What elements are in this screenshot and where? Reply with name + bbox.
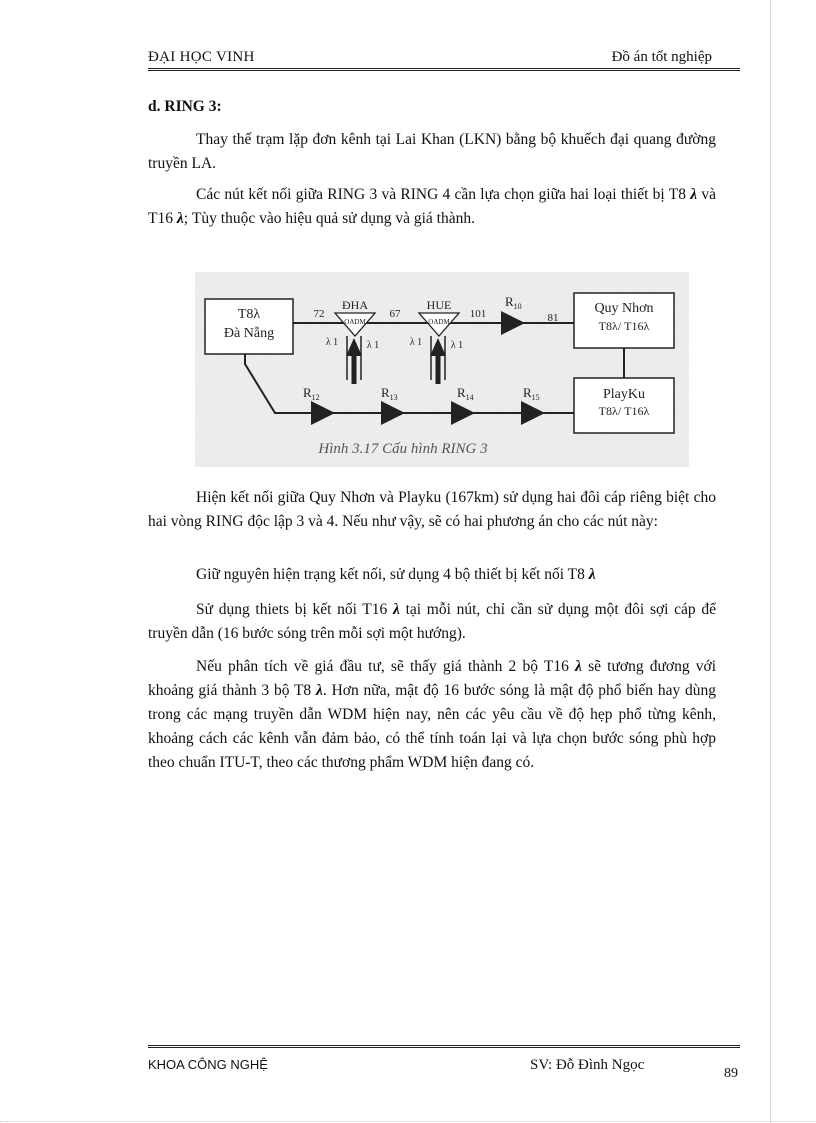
lambda-symbol: λ: [690, 186, 698, 203]
footer-faculty: KHOA CÔNG NGHỆ: [148, 1057, 268, 1072]
ring3-diagram: [195, 272, 689, 467]
oadm-dha-lambda-drop: λ 1: [325, 337, 339, 348]
paragraph-3: Hiện kết nối giữa Quy Nhơn và Playku (167km) sử dụng hai đôi cáp riêng biệt cho hai vòng RING độc lập 3 và 4. Nếu như vậy, sẽ có hai phương án cho các nút này:: [148, 489, 716, 530]
paragraph-2: [148, 183, 716, 231]
oadm-hue-lambda-add: λ 1: [450, 340, 464, 351]
lambda-symbol: λ: [575, 658, 582, 675]
distance-67: 67: [389, 308, 401, 320]
lambda-symbol: λ: [176, 210, 184, 227]
header-school: ĐẠI HỌC VINH: [148, 49, 255, 65]
node-playku-line1: PlayKu: [603, 387, 645, 402]
paragraph-5-text-a: Sử dụng thiets bị kết nối T16: [196, 601, 388, 618]
oadm-hue-label: HUE: [426, 298, 452, 312]
header-rule: [148, 68, 740, 71]
figure-ring3: [195, 272, 689, 467]
amplifier-r15-label: $R_{15}$: [523, 385, 540, 402]
oadm-hue-text: OADM: [428, 318, 450, 326]
node-playku-line2: T8λ/ T16λ: [598, 404, 650, 418]
paragraph-2-text-c: ; Tùy thuộc vào hiệu quả sử dụng và giá thành.: [183, 210, 475, 227]
section-heading: d. RING 3:: [148, 98, 222, 115]
paragraph-6-text-c: . Hơn nữa, mật độ 16 bước sóng là mật độ phổ biến hay dùng trong các mạng truyền dẫn WDM hiện nay, nên các yêu cầu về độ hẹp phổ từng kênh, khoảng cách các kênh vẫn đảm bảo, có thể tính toán lại và lựa chọn bước sóng phù hợp theo chuẩn ITU-T, theo các thương phẩm WDM hiện đang có.: [148, 682, 716, 771]
amplifier-r10-label: $R_{10}$: [505, 294, 522, 311]
footer-rule: [148, 1045, 740, 1048]
header-doc-type: Đồ án tốt nghiệp: [611, 49, 712, 65]
paragraph-6-text-b: sẽ tương đương với khoảng giá thành 3 bộ T8: [148, 658, 717, 699]
node-quynhon-line1: Quy Nhơn: [594, 301, 654, 316]
paragraph-2-text-a: Các nút kết nối giữa RING 3 và RING 4 cần lựa chọn giữa hai loại thiết bị T8: [196, 186, 686, 203]
amplifier-r12-label: $R_{12}$: [303, 385, 320, 402]
paragraph-2-text-b: và T16: [148, 186, 717, 227]
page-number: 89: [724, 1066, 738, 1081]
amplifier-r14-label: $R_{14}$: [457, 385, 474, 402]
paragraph-5-text-b: tại mỗi nút, chỉ cần sử dụng một đôi sợi cáp để truyền dẫn (16 bước sóng trên mỗi sợi một hướng).: [148, 601, 717, 642]
node-danang-line1: T8λ: [237, 307, 261, 322]
node-danang-line2: Đà Nẵng: [223, 326, 275, 341]
oadm-dha-text: OADM: [344, 318, 366, 326]
footer-student: SV: Đỗ Đình Ngọc: [530, 1057, 645, 1073]
oadm-hue-lambda-drop: λ 1: [409, 337, 423, 348]
paragraph-4: [196, 566, 596, 584]
paragraph-5: [148, 598, 716, 646]
paragraph-1: Thay thế trạm lặp đơn kênh tại Lai Khan (LKN) bằng bộ khuếch đại quang đường truyền LA.: [148, 131, 716, 172]
lambda-symbol: λ: [392, 601, 400, 618]
lambda-symbol: λ: [588, 566, 596, 583]
paragraph-6: [148, 655, 716, 775]
distance-81: 81: [547, 312, 559, 324]
lambda-symbol: λ: [316, 682, 323, 699]
oadm-dha-lambda-add: λ 1: [366, 340, 380, 351]
paragraph-6-text-a: Nếu phân tích về giá đầu tư, sẽ thấy giá thành 2 bộ T16: [196, 658, 569, 675]
paragraph-4-text-a: Giữ nguyên hiện trạng kết nối, sử dụng 4 bộ thiết bị kết nối T8: [196, 566, 585, 583]
distance-72: 72: [313, 308, 325, 320]
oadm-dha-label: ĐHA: [342, 298, 368, 312]
figure-caption: Hình 3.17 Cấu hình RING 3: [318, 441, 488, 457]
node-quynhon-line2: T8λ/ T16λ: [598, 319, 650, 333]
distance-101: 101: [469, 308, 487, 320]
amplifier-r13-label: $R_{13}$: [381, 385, 398, 402]
